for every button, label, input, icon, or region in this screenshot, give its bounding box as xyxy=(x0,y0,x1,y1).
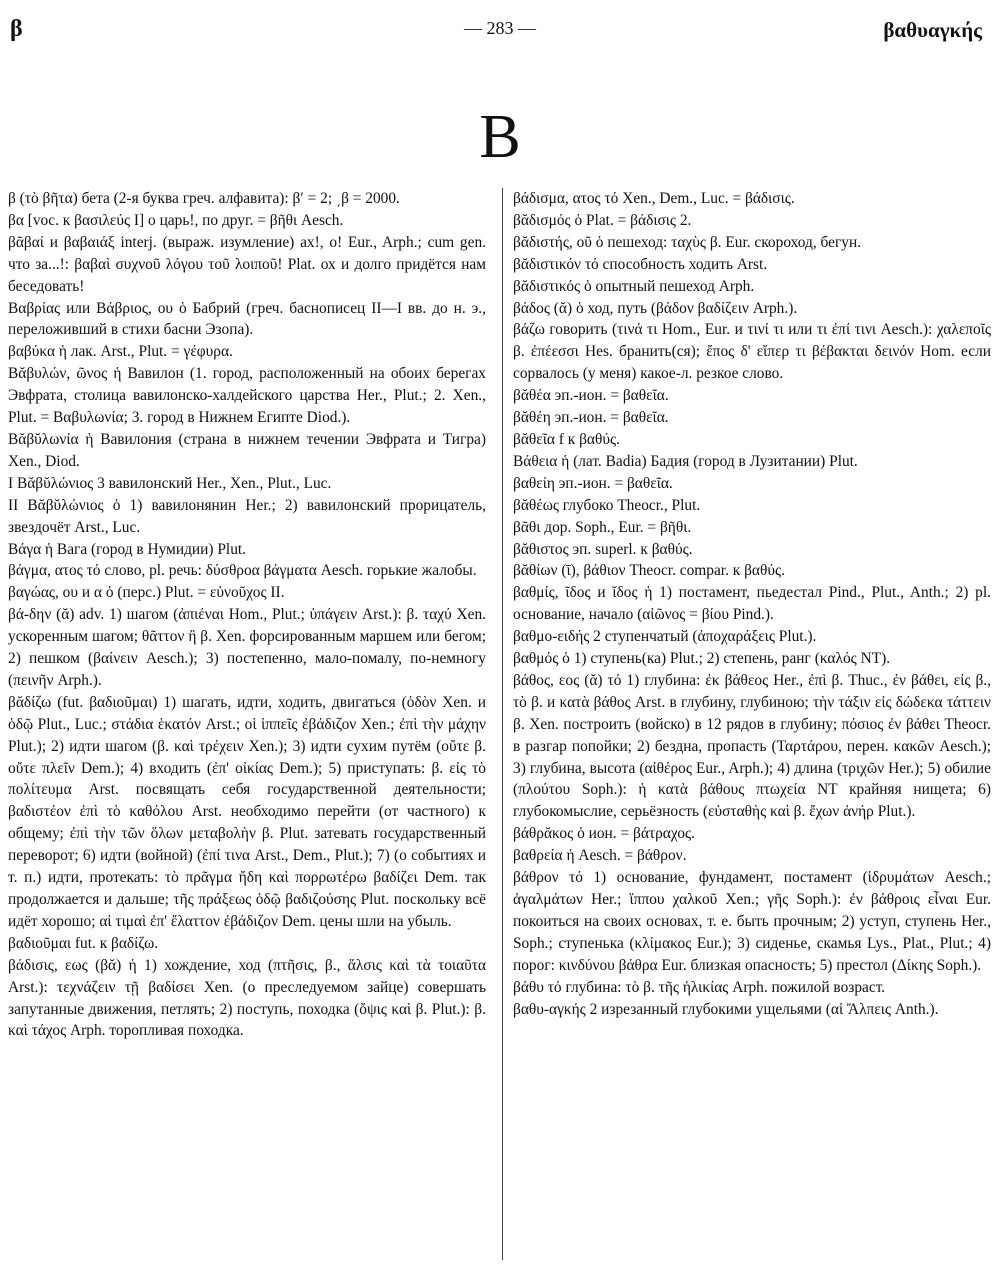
page-header xyxy=(0,16,1000,46)
entry-bagoas: βαγώας, ου и α ὁ (перс.) Plut. = εὐνοῦχος II. xyxy=(8,584,285,602)
entry-bazo: βάζω говорить (τινά τι Hom., Eur. и τινί τι или τι ἐπί τινι Aesch.): χαλεποῖς β. ἐπέεσσι Hes. бранить(ся); ἔπος δ' εἴπερ τι βέβακται δεινόν Hom. если сорвалось (у меня) какое-л. резкое слово. xyxy=(513,321,991,383)
entry-batheie: βαθείη эп.-ион. = βαθεῖα. xyxy=(513,474,673,492)
entry-badisma: βάδισμα, ατος τό Xen., Dem., Luc. = βάδισις. xyxy=(513,190,795,207)
entry-bathreia: βαθρεία ἡ Aesch. = βάθρον. xyxy=(513,847,687,865)
entry-bathron: βάθρον τό 1) основание, фундамент, постамент (ἱδρυμάτων Aesch.; ἀγαλμάτων Her.; ἵππου χαλκοῦ Xen.; γῆς Soph.): ἐν βάθροις εἶναι Eur. покоиться на своих основах, т. е. быть прочным; 2) уступ, ступень Her., Soph.; ступенька (κλίμακος Eur.); 3) сиденье, скамья Lys., Plat., Plut.; 4) порог: κινδύνου βάθρα Eur. близкая опасность; 5) престол (Δίκης Soph.). xyxy=(513,869,991,974)
entry-badistikon: βᾰδιστικόν τό способность ходить Arst. xyxy=(513,255,768,273)
entry-badisis: βάδισις, εως (βᾰ) ἡ 1) хождение, ход (πτῆσις, β., ἅλσις καὶ τὰ τοιαῦτα Arst.): τεχνάζειν τῇ βαδίσει Xen. (о преследуемом зайце) совершать запутанные движения, петлять; 2) поступь, походка (ὄψις καὶ β. Plut.): β. καὶ τάχος Arph. торопливая походка. xyxy=(8,956,486,1040)
entry-baga: Βάγα ἡ Вага (город в Нумидии) Plut. xyxy=(8,540,247,558)
entry-bathmos: βαθμός ὁ 1) ступень(ка) Plut.; 2) степень, ранг (καλός NT). xyxy=(513,650,891,668)
entry-batheе: βᾰθέη эп.-ион. = βαθεῖα. xyxy=(513,409,669,427)
right-column xyxy=(513,188,991,1020)
section-letter: B xyxy=(479,103,521,171)
entry-babylon: Βᾰβυλών, ῶνος ἡ Вавилон (1. город, расположенный на обоих берегах Эвфрата, столица вавилонско-халдейского царства Her., Plut.; 2. Xen., Plut. = Βαβυλωνία; 3. город в Нижнем Египте Diod.). xyxy=(8,365,486,427)
entry-badioumai: βαδιοῦμαι fut. к βαδίζω. xyxy=(8,934,159,952)
entry-batheia-city: Βάθεια ἡ (лат. Badia) Бадия (город в Лузитании) Plut. xyxy=(513,452,858,470)
header-left-letter: β xyxy=(10,16,23,42)
entry-batheia-f: βᾰθεῖα f к βαθύς. xyxy=(513,430,620,448)
entry-bathrakos: βάθρᾰκος ὁ ион. = βάτραχος. xyxy=(513,825,695,843)
entry-babylonios-2: II Βᾰβῠλώνιος ὁ 1) вавилонянин Her.; 2) вавилонский прорицатель, звездочёт Arst., Luc. xyxy=(8,496,486,536)
entry-bathea: βᾰθέα эп.-ион. = βαθεῖα. xyxy=(513,387,669,405)
entry-badismos: βᾰδισμός ὁ Plat. = βάδισις 2. xyxy=(513,211,692,229)
entry-babai: βᾶβαί и βαβαιάξ interj. (выраж. изумление) ах!, о! Eur., Arph.; cum gen. что за...!: βαβαὶ συχνοῦ λόγου τοῦ λοιποῦ! Plat. ох и долго придётся нам беседовать! xyxy=(8,233,486,295)
page-number: — 283 — xyxy=(464,18,536,38)
header-right-word: βαθυαγκής xyxy=(883,18,982,42)
entry-bathos: βάθος, εος (ᾰ) τό 1) глубина: ἐκ βάθεος Her., ἐπὶ β. Thuc., ἐν βάθει, εἰς β., τὸ β. и κατὰ βάθος Arst. в глубину, глубиною; τὴν τάξιν εἰς δώδεκα τάττειν β. Xen. построить (войско) в 12 рядов в глубину; πόσιος ἐν βάθει Theocr. в разгар попойки; 2) бездна, пропасть (Ταρτάρου, перен. κακῶν Aesch.); 3) глубина, высота (αἰθέρος Eur., Arph.); 4) длина (τριχῶν Her.); 5) обилие (πλούτου Soph.): ἡ κατὰ βάθους πτωχεία NT крайняя нищета; 6) глубокомыслие, серьёзность (εὐσταθὴς καὶ β. ἔχων ἀνήρ Plut.). xyxy=(513,671,991,821)
entry-batheos: βᾰθέως глубоко Theocr., Plut. xyxy=(513,496,701,514)
entry-bagma: βάγμα, ατος τό слово, pl. речь: δύσθροα βάγματα Aesch. горькие жалобы. xyxy=(8,562,477,580)
entry-baden: βά-δην (ᾰ) adv. 1) шагом (ἀπιέναι Hom., Plut.; ὑπάγειν Arst.): β. ταχύ Xen. ускоренным шагом; θᾶττον ἢ β. Xen. форсированным маршем или бегом; 2) пешком (βαίνειν Aesch.); 3) постепенно, мало-помалу, по-немногу (πεινῆν Arph.). xyxy=(8,606,486,689)
entry-badistikos: βᾰδιστικός ὁ опытный пешеход Arph. xyxy=(513,277,755,295)
column-divider xyxy=(502,188,503,1260)
entry-ba: βα [voc. к βασιλεύς I] о царь!, по друг. = βῆθι Aesch. xyxy=(8,211,344,229)
entry-bathmis: βαθμίς, ῖδος и ῐδος ἡ 1) постамент, пьедестал Pind., Plut., Anth.; 2) pl. основание, начало (αἰῶνος = βίου Pind.). xyxy=(513,584,991,624)
entry-babylonios-1: I Βᾰβῠλώνιος 3 вавилонский Her., Xen., Plut., Luc. xyxy=(8,474,332,492)
entry-bathy-ankes: βαθυ-αγκής 2 изрезанный глубокими ущельями (αἱ Ἄλπεις Anth.). xyxy=(513,1000,939,1018)
entry-bathistos: βᾰθιστος эп. superl. к βαθύς. xyxy=(513,540,693,558)
entry-bathi: βᾶθι дор. Soph., Eur. = βῆθι. xyxy=(513,518,692,536)
entry-badizo: βᾰδίζω (fut. βαδιοῦμαι) 1) шагать, идти, ходить, двигаться (ὁδὸν Xen. и ὁδῷ Plut., Luc.; στάδια ἑκατόν Arst.; οἱ ἱππεῖς ἐβάδιζον Xen.; ἐπὶ τὴν μάχην Plut.); 2) идти шагом (β. καὶ τρέχειν Xen.); 3) идти сухим путём (οὔτε β. οὔτε πλεῖν Dem.); 4) входить (ἐπ' οἰκίας Dem.); 5) приступать: β. εἰς τὸ πολίτευμα Arst. посвящать себя государственной деятельности; βαδιστέον ἐπὶ τὸ καθόλου Arst. необходимо перейти (от частного) к общему; ἐπὶ τὴν τῶν ὅλων μεταβολὴν β. Plut. затевать государственный переворот; 6) идти (войной) (ἐπί τινα Arst., Dem., Plut.); 7) (о событиях и т. п.) идти, протекать: τὸ πρᾶγμα ἤδη καὶ πορρωτέρω βαδίζει Dem. так продолжается и дальше; τῆς πράξεως ὁδῷ βαδιζούσης Plut. поскольку всё идёт хорошо; αἱ τιμαὶ ἐπ' ἔλαττον ἐβάδιζον Dem. цены шли на убыль. xyxy=(8,693,486,930)
entry-babrias: Βαβρίας или Βάβριος, ου ὁ Бабрий (греч. баснописец II—I вв. до н. э., переложивший в стихи басни Эзопа). xyxy=(8,299,486,339)
entry-babylonia: Βᾰβῠλωνία ἡ Вавилония (страна в нижнем течении Эвфрата и Тигра) Xen., Diod. xyxy=(8,430,486,470)
left-column xyxy=(8,188,486,1042)
entry-babyka: βαβύκα ἡ лак. Arst., Plut. = γέφυρα. xyxy=(8,343,233,361)
entry-beta: β (τὸ βῆτα) бета (2-я буква греч. алфавита): β′ = 2; ͵β = 2000. xyxy=(8,190,400,207)
entry-bathy: βάθυ τό глубина: τὸ β. τῆς ἡλικίας Arph. пожилой возраст. xyxy=(513,978,886,996)
entry-badistes: βᾰδιστής, οῦ ὁ пешеход: ταχὺς β. Eur. скороход, бегун. xyxy=(513,233,862,251)
entry-bathmo-eides: βαθμο-ειδής 2 ступенчатый (ἀποχαράξεις Plut.). xyxy=(513,628,817,646)
entry-bathion: βᾰθίων (ῑ), βάθιον Theocr. compar. к βαθύς. xyxy=(513,562,785,580)
entry-bados: βάδος (ᾰ) ὁ ход, путь (βάδον βαδίζειν Arph.). xyxy=(513,299,798,317)
